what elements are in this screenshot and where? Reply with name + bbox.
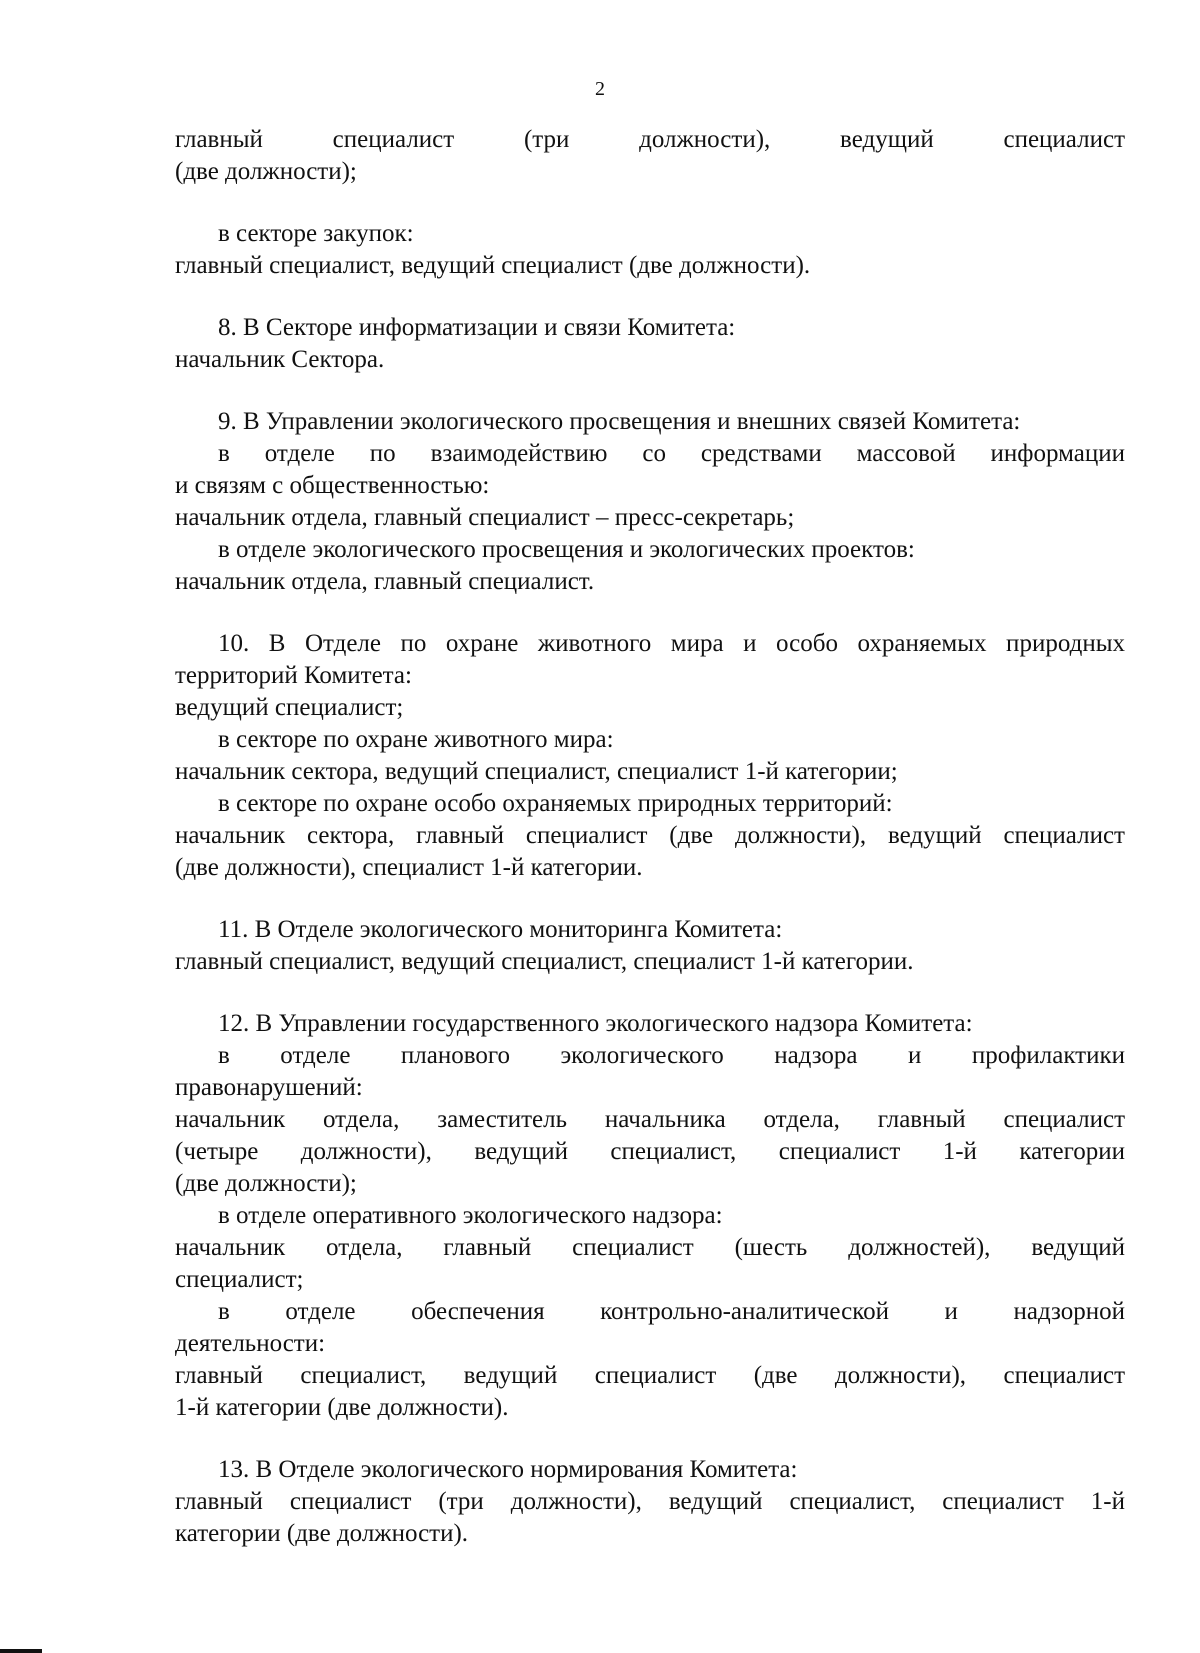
text-line: правонарушений: <box>175 1074 363 1101</box>
text-line: начальник отдела, главный специалист (шесть должностей), ведущий <box>175 1234 1125 1261</box>
section-heading-13: 13. В Отделе экологического нормирования Комитета: <box>218 1456 798 1483</box>
text-line: главный специалист (три должности), ведущий специалист, специалист 1-й <box>175 1488 1125 1515</box>
text-line: начальник сектора, ведущий специалист, специалист 1-й категории; <box>175 758 898 785</box>
text-line: главный специалист, ведущий специалист (две должности). <box>175 252 811 279</box>
text-line: и связям с общественностью: <box>175 472 490 499</box>
text-line: (две должности), специалист 1-й категории. <box>175 854 643 881</box>
scan-edge-mark <box>0 1649 42 1653</box>
text-line: начальник отдела, главный специалист. <box>175 568 595 595</box>
text-line: ведущий специалист; <box>175 694 404 721</box>
text-line: в отделе экологического просвещения и экологических проектов: <box>218 536 915 563</box>
text-line: главный специалист (три должности), ведущий специалист <box>175 126 1125 153</box>
section-heading-9: 9. В Управлении экологического просвещения и внешних связей Комитета: <box>218 408 1021 435</box>
text-line: начальник сектора, главный специалист (две должности), ведущий специалист <box>175 822 1125 849</box>
section-heading-10: 10. В Отделе по охране животного мира и особо охраняемых природных <box>218 630 1125 657</box>
text-line: (четыре должности), ведущий специалист, специалист 1-й категории <box>175 1138 1125 1165</box>
page-number: 2 <box>595 78 605 100</box>
text-line: (две должности); <box>175 1170 357 1197</box>
text-line: в отделе обеспечения контрольно-аналитической и надзорной <box>218 1298 1125 1325</box>
text-line: начальник Сектора. <box>175 346 385 373</box>
text-line: деятельности: <box>175 1330 326 1357</box>
document-body <box>175 124 1125 1550</box>
text-line: в отделе по взаимодействию со средствами массовой информации <box>218 440 1125 467</box>
text-line: 1-й категории (две должности). <box>175 1394 509 1421</box>
text-line: в отделе оперативного экологического надзора: <box>218 1202 723 1229</box>
section-heading-11: 11. В Отделе экологического мониторинга Комитета: <box>218 916 783 943</box>
text-line: территорий Комитета: <box>175 662 412 689</box>
text-line: в секторе закупок: <box>218 220 414 247</box>
section-heading-8: 8. В Секторе информатизации и связи Комитета: <box>218 314 736 341</box>
text-line: в секторе по охране особо охраняемых природных территорий: <box>218 790 893 817</box>
text-line: в секторе по охране животного мира: <box>218 726 614 753</box>
text-line: главный специалист, ведущий специалист, специалист 1-й категории. <box>175 948 914 975</box>
text-line: категории (две должности). <box>175 1520 469 1547</box>
text-line: начальник отдела, заместитель начальника отдела, главный специалист <box>175 1106 1125 1133</box>
section-heading-12: 12. В Управлении государственного экологического надзора Комитета: <box>218 1010 973 1037</box>
text-line: главный специалист, ведущий специалист (две должности), специалист <box>175 1362 1125 1389</box>
text-line: специалист; <box>175 1266 304 1293</box>
text-line: начальник отдела, главный специалист – пресс-секретарь; <box>175 504 795 531</box>
text-line: (две должности); <box>175 158 357 185</box>
text-line: в отделе планового экологического надзора и профилактики <box>218 1042 1125 1069</box>
